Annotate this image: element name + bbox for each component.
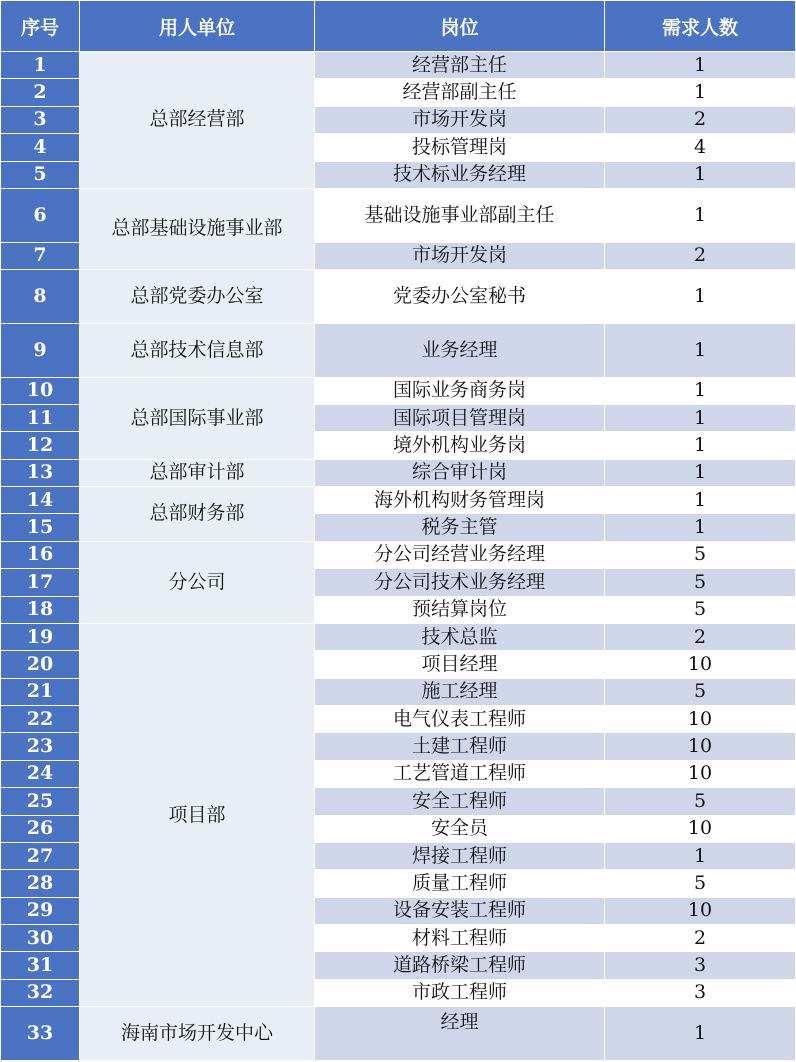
- row-position: 国际业务商务岗: [315, 378, 604, 404]
- row-count: 1: [605, 432, 795, 458]
- unit-name: 总部财务部: [80, 487, 314, 541]
- row-seq: 31: [1, 952, 79, 978]
- row-position: 海外机构财务管理岗: [315, 487, 604, 513]
- row-count: 2: [605, 925, 795, 951]
- row-count: 2: [605, 107, 795, 133]
- row-seq: 5: [1, 162, 79, 188]
- row-seq: 8: [1, 270, 79, 323]
- row-position: 焊接工程师: [315, 843, 604, 869]
- row-position: 境外机构业务岗: [315, 432, 604, 458]
- row-position: 分公司经营业务经理: [315, 542, 604, 568]
- row-position: 电气仪表工程师: [315, 706, 604, 732]
- row-seq: 32: [1, 980, 79, 1006]
- row-position: 分公司技术业务经理: [315, 569, 604, 595]
- row-seq: 22: [1, 706, 79, 732]
- row-count: 10: [605, 898, 795, 924]
- row-count: 10: [605, 706, 795, 732]
- table-body: [1, 52, 795, 1060]
- row-position: 业务经理: [315, 324, 604, 377]
- row-count: 10: [605, 816, 795, 842]
- row-seq: 19: [1, 624, 79, 650]
- table-row: [1, 1007, 795, 1060]
- row-count: 5: [605, 870, 795, 896]
- row-count: 1: [605, 405, 795, 431]
- row-count: 5: [605, 788, 795, 814]
- row-position: 税务主管: [315, 514, 604, 540]
- row-position: 经营部副主任: [315, 79, 604, 105]
- row-seq: 15: [1, 514, 79, 540]
- row-position: 市政工程师: [315, 980, 604, 1006]
- row-position: 党委办公室秘书: [315, 270, 604, 323]
- row-seq: 33: [1, 1007, 79, 1060]
- row-position: 综合审计岗: [315, 460, 604, 486]
- row-seq: 12: [1, 432, 79, 458]
- header-unit: 用人单位: [80, 1, 314, 51]
- row-count: 1: [605, 1007, 795, 1060]
- row-seq: 17: [1, 569, 79, 595]
- row-seq: 14: [1, 487, 79, 513]
- row-seq: 2: [1, 79, 79, 105]
- row-count: 1: [605, 460, 795, 486]
- row-seq: 28: [1, 870, 79, 896]
- row-count: 1: [605, 79, 795, 105]
- row-position: 安全员: [315, 816, 604, 842]
- row-count: 10: [605, 733, 795, 759]
- row-position: 市场开发岗: [315, 243, 604, 269]
- table-row: [1, 378, 795, 404]
- row-position: 设备安装工程师: [315, 898, 604, 924]
- row-count: 1: [605, 843, 795, 869]
- row-seq: 26: [1, 816, 79, 842]
- row-count: 1: [605, 324, 795, 377]
- row-seq: 20: [1, 651, 79, 677]
- row-count: 5: [605, 569, 795, 595]
- row-seq: 11: [1, 405, 79, 431]
- row-count: 2: [605, 243, 795, 269]
- unit-name: 海南市场开发中心: [80, 1007, 314, 1060]
- row-count: 10: [605, 651, 795, 677]
- row-count: 4: [605, 134, 795, 160]
- row-seq: 30: [1, 925, 79, 951]
- row-count: 3: [605, 952, 795, 978]
- row-position: 经营部主任: [315, 52, 604, 78]
- row-seq: 1: [1, 52, 79, 78]
- table-row: [1, 52, 795, 78]
- row-position: 材料工程师: [315, 925, 604, 951]
- header-row: [1, 1, 795, 51]
- row-seq: 24: [1, 761, 79, 787]
- row-count: 1: [605, 189, 795, 242]
- row-seq: 4: [1, 134, 79, 160]
- row-count: 1: [605, 514, 795, 540]
- row-position: 安全工程师: [315, 788, 604, 814]
- table-row: [1, 189, 795, 242]
- row-position: 工艺管道工程师: [315, 761, 604, 787]
- row-position: 基础设施事业部副主任: [315, 189, 604, 242]
- header-seq: 序号: [1, 1, 79, 51]
- unit-name: 分公司: [80, 542, 314, 623]
- row-position: 项目经理: [315, 651, 604, 677]
- row-seq: 29: [1, 898, 79, 924]
- row-seq: 7: [1, 243, 79, 269]
- row-position: 技术标业务经理: [315, 162, 604, 188]
- row-seq: 6: [1, 189, 79, 242]
- row-count: 1: [605, 270, 795, 323]
- row-count: 5: [605, 542, 795, 568]
- row-position: 国际项目管理岗: [315, 405, 604, 431]
- row-count: 5: [605, 679, 795, 705]
- row-seq: 3: [1, 107, 79, 133]
- row-seq: 13: [1, 460, 79, 486]
- row-count: 1: [605, 52, 795, 78]
- row-seq: 10: [1, 378, 79, 404]
- row-count: 2: [605, 624, 795, 650]
- row-count: 1: [605, 487, 795, 513]
- row-seq: 21: [1, 679, 79, 705]
- row-seq: 18: [1, 597, 79, 623]
- unit-name: 总部技术信息部: [80, 324, 314, 377]
- header-count: 需求人数: [605, 1, 795, 51]
- row-count: 1: [605, 378, 795, 404]
- header-position: 岗位: [315, 1, 604, 51]
- table-row: [1, 487, 795, 513]
- row-position: 道路桥梁工程师: [315, 952, 604, 978]
- unit-name: 总部党委办公室: [80, 270, 314, 323]
- table-row: [1, 624, 795, 650]
- row-position: 质量工程师: [315, 870, 604, 896]
- unit-name: 项目部: [80, 624, 314, 1006]
- row-position: 施工经理: [315, 679, 604, 705]
- row-count: 5: [605, 597, 795, 623]
- unit-name: 总部审计部: [80, 460, 314, 486]
- row-position: 经理: [315, 1007, 604, 1060]
- row-position: 土建工程师: [315, 733, 604, 759]
- row-seq: 25: [1, 788, 79, 814]
- row-seq: 23: [1, 733, 79, 759]
- unit-name: 总部基础设施事业部: [80, 189, 314, 269]
- row-seq: 16: [1, 542, 79, 568]
- row-count: 10: [605, 761, 795, 787]
- table-row: [1, 460, 795, 486]
- table-row: [1, 324, 795, 377]
- row-position: 投标管理岗: [315, 134, 604, 160]
- row-seq: 9: [1, 324, 79, 377]
- table-row: [1, 270, 795, 323]
- row-count: 3: [605, 980, 795, 1006]
- row-position: 技术总监: [315, 624, 604, 650]
- row-seq: 27: [1, 843, 79, 869]
- unit-name: 总部经营部: [80, 52, 314, 188]
- row-position: 预结算岗位: [315, 597, 604, 623]
- row-count: 1: [605, 162, 795, 188]
- row-position: 市场开发岗: [315, 107, 604, 133]
- table-row: [1, 542, 795, 568]
- unit-name: 总部国际事业部: [80, 378, 314, 459]
